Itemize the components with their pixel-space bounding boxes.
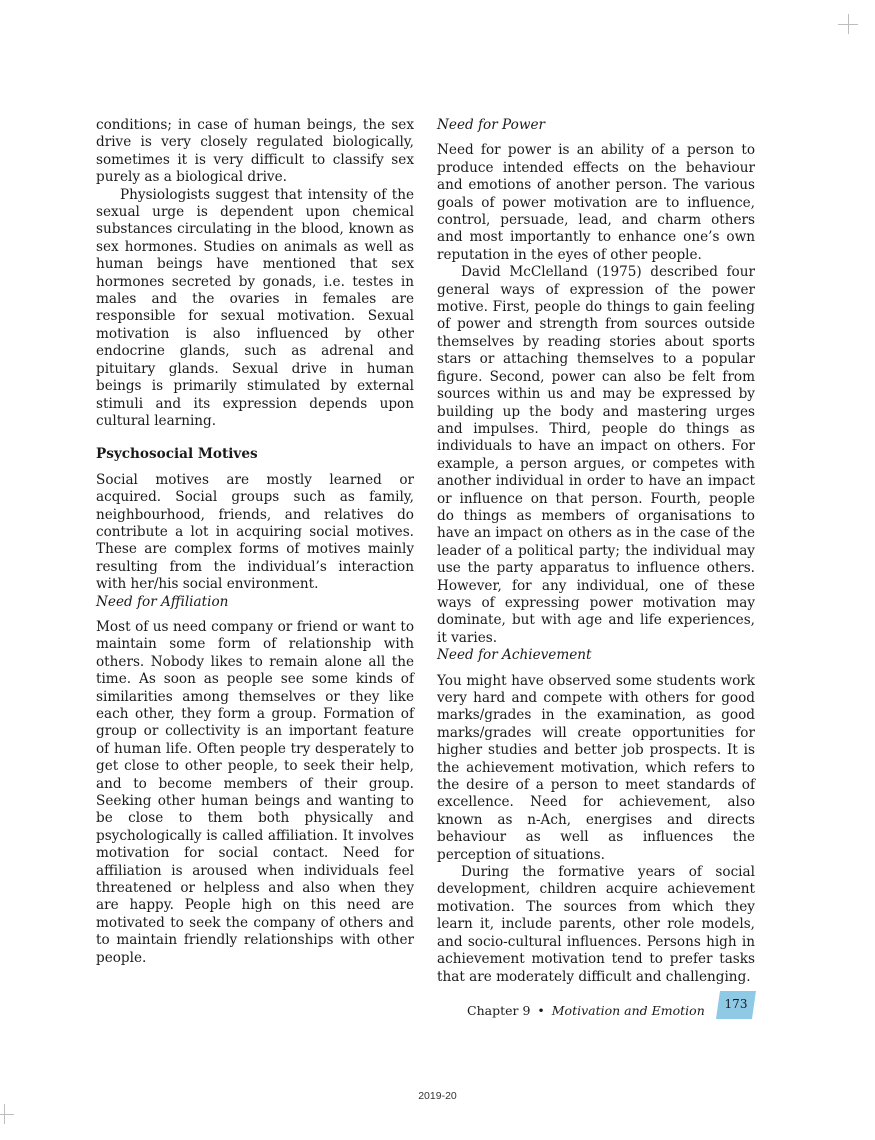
subheading-need-for-achievement: Need for Achievement bbox=[437, 647, 592, 664]
paragraph-affiliation: Most of us need company or friend or want to maintain some form of relationship with others. Nobody likes to remain alone all the time. As soon as people see some kinds of similarities among themselves or they like each other, they form a group. Formation of group or collectivity is an important feature of human life. Often people try desperately to get close to other people, to seek their help, and to become members of their group. Seeking other human beings and wanting to be close to them both physically and psychologically is called affiliation. It involves motivation for social contact. Need for affiliation is aroused when individuals feel threatened or helpless and also when they are happy. People high on this need are motivated to seek the company of others and to maintain friendly relationships with other people. bbox=[96, 618, 414, 966]
subheading-need-for-power: Need for Power bbox=[437, 117, 545, 133]
footer-bullet: • bbox=[537, 1003, 545, 1018]
subheading-need-for-affiliation: Need for Affiliation bbox=[96, 593, 229, 610]
chapter-label: Chapter 9 bbox=[467, 1003, 531, 1018]
paragraph-power-definition: Need for power is an ability of a person to produce intended effects on the behaviour and emotions of another person. The various goals of power motivation are to influence, control, persuade, lead, and charm others and most importantly to enhance one’s own reputation in the eyes of other people. bbox=[437, 142, 755, 263]
year-stamp: 2019-20 bbox=[418, 1090, 457, 1102]
paragraph-sex-drive: conditions; in case of human beings, the sex drive is very closely regulated biologically, sometimes it is very difficult to classify sex purely as a biological drive. bbox=[96, 117, 414, 186]
page-number-tab bbox=[716, 991, 756, 1019]
chapter-title: Motivation and Emotion bbox=[551, 1003, 705, 1018]
page-footer bbox=[467, 1003, 705, 1018]
paragraph-sex-hormones: Physiologists suggest that intensity of the sexual urge is dependent upon chemical substances circulating in the blood, known as sex hormones. Studies on animals as well as human beings have mentioned that sex hormones secreted by gonads, i.e. testes in males and the ovaries in females are responsible for sexual motivation. Sexual motivation is also influenced by other endocrine glands, such as adrenal and pituitary glands. Sexual drive in human beings is primarily stimulated by external stimuli and its expression depends upon cultural learning. bbox=[96, 186, 414, 429]
page-number: 173 bbox=[724, 997, 748, 1011]
crop-mark-bottom-left bbox=[0, 1104, 20, 1124]
crop-mark-top-right bbox=[838, 14, 858, 34]
left-column bbox=[96, 117, 414, 967]
paragraph-mcclelland: David McClelland (1975) described four general ways of expression of the power motive. First, people do things to gain feeling of power and strength from sources outside themselves by reading stories about sports stars or attaching themselves to a popular figure. Second, power can also be felt from sources within us and may be expressed by building up the body and mastering urges and impulses. Third, people do things as individuals to have an impact on others. For example, a person argues, or competes with another individual in order to have an impact or influence on that person. Fourth, people do things as members of organisations to have an impact on others as in the case of the leader of a political party; the individual may use the party apparatus to influence others. However, for any individual, one of these ways of expressing power motivation may dominate, but with age and life experiences, it varies. bbox=[437, 264, 755, 646]
paragraph-achievement: You might have observed some students work very hard and compete with others for good marks/grades in the examination, as good marks/grades will create opportunities for higher studies and better job prospects. It is the achievement motivation, which refers to the desire of a person to meet standards of excellence. Need for achievement, also known as n-Ach, energises and directs behaviour as well as influences the perception of situations. bbox=[437, 672, 755, 863]
heading-psychosocial-motives: Psychosocial Motives bbox=[96, 446, 258, 463]
right-column bbox=[437, 117, 755, 986]
paragraph-formative-years: During the formative years of social development, children acquire achievement motivation. The sources from which they learn it, include parents, other role models, and socio-cultural influences. Persons high in achievement motivation tend to prefer tasks that are moderately difficult and challenging. bbox=[437, 864, 755, 985]
paragraph-social-motives: Social motives are mostly learned or acquired. Social groups such as family, neighbourhood, friends, and relatives do contribute a lot in acquiring social motives. These are complex forms of motives mainly resulting from the individual’s interaction with her/his social environment. bbox=[96, 471, 414, 593]
